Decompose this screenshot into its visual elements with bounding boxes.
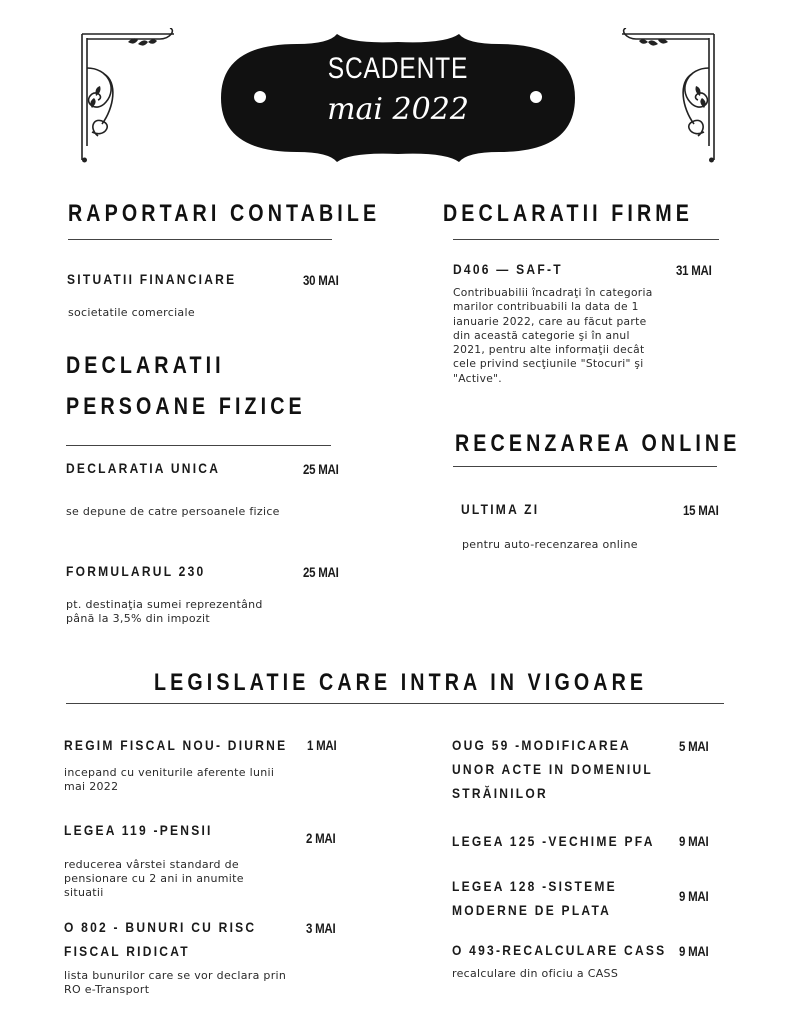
section-heading-persoane-line2: PERSOANE FIZICE bbox=[66, 393, 306, 420]
section-heading-firme: DECLARATII FIRME bbox=[443, 200, 693, 227]
item-date: 1 MAI bbox=[307, 737, 337, 753]
item-description: Contribuabilii încadraţi în categoria marilor contribuabili la data de 1 ianuarie 2022, care au făcut parte din această categorie şi în anul 2021, pentru alte informaţii decât cele privind secţiunile "Stocuri" şi "Active". bbox=[453, 286, 653, 385]
section-heading-raportari: RAPORTARI CONTABILE bbox=[68, 200, 381, 227]
item-title: UNOR ACTE IN DOMENIUL bbox=[452, 761, 654, 777]
item-title: OUG 59 -MODIFICAREA bbox=[452, 737, 631, 753]
item-date: 9 MAI bbox=[679, 943, 709, 959]
item-title: FORMULARUL 230 bbox=[66, 563, 206, 579]
item-title: O 802 - BUNURI CU RISC bbox=[64, 919, 257, 935]
item-description: pt. destinaţia sumei reprezentând până la 3,5% din impozit bbox=[66, 598, 263, 625]
item-title: FISCAL RIDICAT bbox=[64, 943, 190, 959]
item-title: MODERNE DE PLATA bbox=[452, 902, 612, 918]
item-title: D406 — SAF-T bbox=[453, 261, 563, 277]
divider bbox=[66, 445, 331, 446]
item-date: 30 MAI bbox=[303, 272, 339, 288]
item-date: 9 MAI bbox=[679, 888, 709, 904]
item-title: O 493-RECALCULARE CASS bbox=[452, 942, 667, 958]
item-date: 2 MAI bbox=[306, 830, 336, 846]
item-title: LEGEA 128 -SISTEME bbox=[452, 878, 617, 894]
item-title: REGIM FISCAL NOU- DIURNE bbox=[64, 737, 288, 753]
divider bbox=[453, 466, 717, 467]
item-date: 3 MAI bbox=[306, 920, 336, 936]
item-title: STRĂINILOR bbox=[452, 785, 548, 801]
item-date: 31 MAI bbox=[676, 262, 712, 278]
page-title: SCADENTE bbox=[327, 52, 469, 85]
item-description: incepand cu veniturile aferente lunii mai 2022 bbox=[64, 766, 275, 793]
item-date: 15 MAI bbox=[683, 502, 719, 518]
item-date: 5 MAI bbox=[679, 738, 709, 754]
item-title: SITUATII FINANCIARE bbox=[67, 271, 237, 287]
divider bbox=[453, 239, 719, 240]
divider bbox=[66, 703, 724, 704]
section-heading-legislatie: LEGISLATIE CARE INTRA IN VIGOARE bbox=[154, 669, 648, 696]
item-description: reducerea vârstei standard de pensionare cu 2 ani in anumite situatii bbox=[64, 858, 244, 899]
divider bbox=[68, 239, 332, 240]
section-heading-persoane-line1: DECLARATII bbox=[66, 352, 225, 379]
item-description: recalculare din oficiu a CASS bbox=[452, 967, 619, 980]
item-title: LEGEA 119 -PENSII bbox=[64, 822, 213, 838]
item-date: 25 MAI bbox=[303, 564, 339, 580]
item-description: pentru auto-recenzarea online bbox=[462, 538, 638, 551]
item-title: DECLARATIA UNICA bbox=[66, 460, 221, 476]
item-date: 25 MAI bbox=[303, 461, 339, 477]
item-title: LEGEA 125 -VECHIME PFA bbox=[452, 833, 655, 849]
item-title: ULTIMA ZI bbox=[461, 501, 540, 517]
item-date: 9 MAI bbox=[679, 833, 709, 849]
page-subtitle: mai 2022 bbox=[327, 92, 469, 127]
item-description: societatile comerciale bbox=[68, 306, 195, 319]
item-description: se depune de catre persoanele fizice bbox=[66, 505, 280, 518]
section-heading-recenzare: RECENZAREA ONLINE bbox=[455, 430, 741, 457]
item-description: lista bunurilor care se vor declara prin RO e-Transport bbox=[64, 969, 287, 996]
